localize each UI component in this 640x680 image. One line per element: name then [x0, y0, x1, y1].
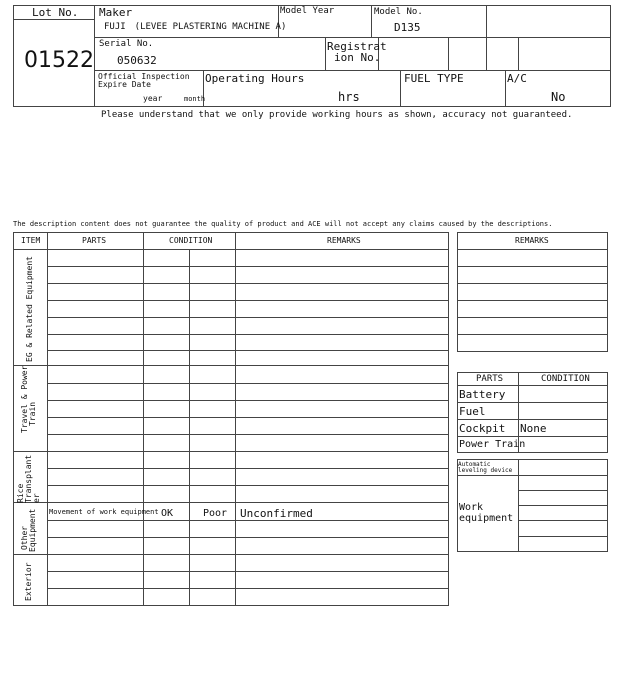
row-power-train-label: Power Train: [459, 439, 526, 450]
movement-ok: OK: [161, 508, 174, 519]
inspection-label-1: Official Inspection: [98, 72, 190, 81]
section-rice-label-1: Rice: [16, 483, 25, 503]
work-equipment-label-2: equipment: [459, 513, 514, 524]
month-label: month: [184, 95, 206, 103]
section-travel-label-2: Train: [28, 401, 37, 426]
section-exterior-label: Exterior: [24, 562, 33, 601]
col-condition-header: CONDITION: [169, 236, 213, 245]
row-cockpit-label: Cockpit: [459, 422, 506, 435]
section-travel-label-1: Travel & Power: [20, 365, 29, 433]
section-other-label-1: Other: [20, 525, 29, 550]
movement-remarks: Unconfirmed: [240, 507, 313, 520]
parts-header: PARTS: [476, 374, 504, 384]
model-no-label: Model No.: [374, 7, 423, 17]
section-eg-label: EG & Related Equipment: [25, 256, 34, 362]
row-cockpit-value: None: [520, 422, 547, 435]
inspection-label-2: Expire Date: [98, 80, 151, 89]
serial-no-label: Serial No.: [99, 39, 154, 49]
remarks-table: [457, 232, 608, 352]
model-year-label: Model Year: [280, 6, 335, 16]
model-no-value: D135: [394, 21, 421, 34]
ac-value: No: [551, 90, 566, 104]
section-rice-label-3: er: [32, 493, 41, 503]
condition-header: CONDITION: [541, 374, 590, 384]
registration-label-1: Registrat: [327, 40, 387, 53]
movement-parts: Movement of work equipment: [49, 508, 159, 516]
row-fuel-label: Fuel: [459, 405, 486, 418]
col-parts-header: PARTS: [82, 236, 107, 245]
lot-no-value: 01522: [24, 48, 94, 73]
ac-label: A/C: [507, 72, 527, 85]
maker-label: Maker: [99, 6, 133, 19]
hrs-label: hrs: [338, 90, 360, 104]
hours-notice: Please understand that we only provide working hours as shown, accuracy not guaranteed.: [101, 110, 573, 120]
row-battery-label: Battery: [459, 388, 506, 401]
year-label: year: [143, 94, 163, 103]
description-notice: The description content does not guarantee the quality of product and ACE will not accept any claims caused by the descriptions.: [13, 220, 553, 228]
serial-no-value: 050632: [117, 54, 157, 67]
lot-no-label: Lot No.: [32, 6, 79, 19]
maker-value: FUJI (LEVEE PLASTERING MACHINE A): [104, 22, 287, 32]
fuel-type-label: FUEL TYPE: [404, 72, 464, 85]
registration-label-2: ion No.: [334, 51, 381, 64]
inspection-table: [13, 232, 449, 606]
leveling-device-label: Automatic leveling device: [458, 461, 513, 474]
col-remarks-header: REMARKS: [327, 236, 361, 245]
col-item-header: ITEM: [21, 236, 41, 245]
movement-poor: Poor: [203, 508, 228, 519]
header-block: [13, 5, 611, 107]
section-other-label-2: Equipment: [28, 508, 37, 552]
operating-hours-label: Operating Hours: [205, 72, 305, 85]
work-equipment-label-1: Work: [459, 502, 484, 513]
remarks-header: REMARKS: [515, 236, 549, 245]
section-rice-label-2: Transplant: [24, 454, 33, 503]
